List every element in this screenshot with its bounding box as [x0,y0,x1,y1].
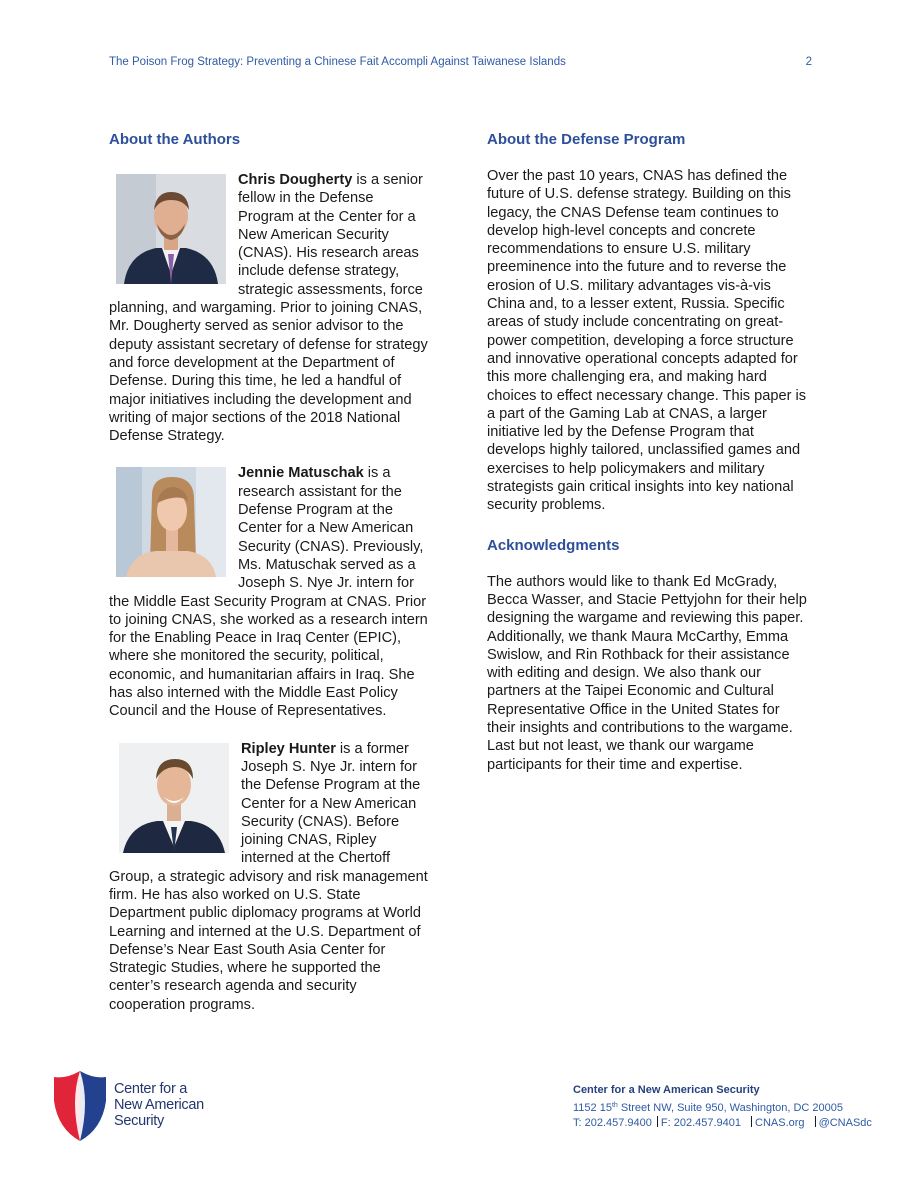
author-name-matuschak: Jennie Matuschak [238,465,364,482]
logo-wordmark [114,1081,204,1129]
shield-icon [52,1071,108,1143]
footer-twitter-link[interactable]: @CNASdc [818,1117,872,1129]
author-photo-hunter [119,743,229,853]
author-bio-text: is a senior fellow in the Defense Program at the Center for a New American Security (CNAS). His research areas include defense strategy, strategic assessments, force planning, and wargaming. Prior to joining CNAS, Mr. Dougherty served as senior advisor to the deputy assistant secretary of defense for strategy and force development at the Department of Defense. During this time, he led a handful of major initiatives including the development and writing of major sections of the 2018 National Defense Strategy. [109,172,428,445]
footer-contact [573,1116,872,1131]
running-title: The Poison Frog Strategy: Preventing a Chinese Fait Accompli Against Taiwanese Islands [109,56,566,68]
author-bio-text: is a former Joseph S. Nye Jr. intern for the Defense Program at the Center for a New American Security (CNAS). Before joining CNAS, Ripley interned at the Chertoff Group, a strategic advisory and risk management firm. He has also worked on U.S. State Department public diplomacy programs at World Learning and interned at the U.S. Department of Defense’s Near East South Asia Center for Strategic Studies, where he supported the center’s research agenda and security cooperation programs. [109,740,428,1013]
author-bio-matuschak [109,464,432,720]
author-bio-text: is a research assistant for the Defense Program at the Center for a New American Security (CNAS). Previously, Ms. Matuschak served as a Joseph S. Nye Jr. intern for the Middle East Security Program at CNAS. Prior to joining CNAS, she worked as a research intern for the Enabling Peace in Iraq Center (EPIC), where she monitored the security, political, economic, and humanitarian affairs in Iraq. She has also interned with the Middle East Policy Council and the House of Representatives. [109,465,428,720]
footer-org-name: Center for a New American Security [573,1084,760,1096]
author-bio-hunter [109,740,432,1014]
footer-address [573,1083,872,1131]
divider [751,1116,752,1127]
logo-line-2: New American [114,1097,204,1113]
footer-website-link[interactable]: CNAS.org [755,1117,805,1129]
footer-street: 1152 15th Street NW, Suite 950, Washington, DC 20005 [573,1102,844,1114]
acknowledgments-heading: Acknowledgments [487,536,620,554]
defense-program-text: Over the past 10 years, CNAS has defined the future of U.S. defense strategy. Building on this legacy, the CNAS Defense team continues to develop high-level concepts and concrete recommendations to ensure U.S. military preeminence into the future and to reverse the erosion of U.S. military advantages vis-à-vis China and, to a lesser extent, Russia. Specific areas of study include concentrating on great-power competition, developing a force structure and innovative operational concepts adapted for this more challenging era, and making hard choices to effect necessary change. This paper is a part of the Gaming Lab at CNAS, a larger initiative led by the Defense Program that develops highly tailored, unclassified games and exercises to help policymakers and military strategists gain critical insights into key national security problems. [487,168,807,514]
authors-heading: About the Authors [109,131,241,148]
author-name-hunter: Ripley Hunter [241,740,336,757]
divider [657,1116,658,1127]
author-bio-dougherty [109,171,432,445]
cnas-logo [52,1071,212,1143]
author-name-dougherty: Chris Dougherty [238,172,353,188]
author-photo-matuschak [116,467,226,577]
page-number: 2 [805,56,812,68]
author-photo-dougherty [116,174,226,284]
defense-program-heading: About the Defense Program [487,131,686,148]
divider [815,1116,816,1127]
running-header [109,56,812,68]
logo-line-1: Center for a [114,1081,187,1097]
program-column [487,131,812,774]
footer-phone: T: 202.457.9400 [573,1117,652,1129]
footer-fax: F: 202.457.9401 [660,1117,742,1129]
acknowledgments-text: The authors would like to thank Ed McGrady, Becca Wasser, and Stacie Pettyjohn for their help designing the wargame and reviewing this paper. Additionally, we thank Maura McCarthy, Emma Swislow, and Rin Rothback for their assistance with editing and design. We also thank our partners at the Taipei Economic and Cultural Representative Office in the United States for their insights and contributions to the wargame. Last but not least, we thank our wargame participants for their time and expertise. [487,573,807,773]
logo-line-3: Security [114,1113,164,1129]
authors-column [109,131,432,1014]
